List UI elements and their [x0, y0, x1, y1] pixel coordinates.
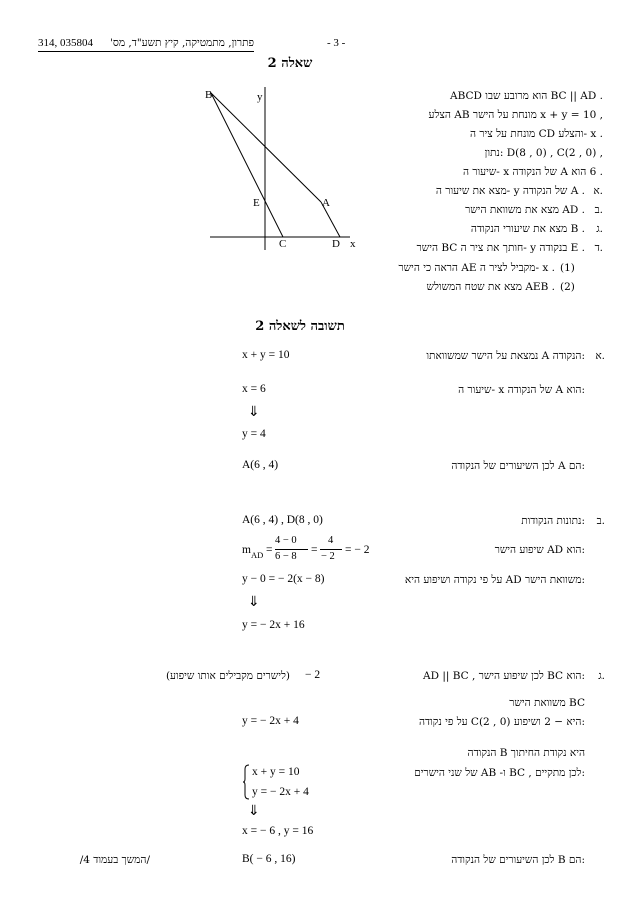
label-D: D	[332, 238, 340, 250]
system-eq-1: x + y = 10	[252, 766, 300, 778]
answer-a-arrow: ⇓	[248, 404, 260, 420]
question-item-d-text: . E בנקודה y -חותך את ציר ה BC הישר	[416, 242, 585, 254]
answer-a-math-4: A(6 , 4)	[242, 459, 279, 471]
question-item-d-label: .ד	[594, 242, 603, 254]
question-subitem-1-label: (1)	[560, 262, 575, 274]
question-line-3: . x -והצלע CD מונחת על ציר ה	[470, 128, 603, 140]
answer-b-text-2: :הוא AD שיפוע הישר	[494, 544, 585, 556]
answer-a-math-1: x + y = 10	[242, 349, 290, 361]
label-C: C	[279, 238, 287, 250]
frac2-bar	[320, 549, 342, 550]
geometry-figure	[195, 82, 365, 252]
label-A: A	[322, 197, 330, 209]
question-title: שאלה 2	[267, 56, 313, 71]
answer-c-label: .ג	[598, 670, 605, 682]
slope-sub: AD	[251, 550, 264, 560]
page-number: - 3 -	[327, 37, 346, 49]
answer-a-text-1: :הנקודה A נמצאת על הישר שמשוואתו	[426, 350, 585, 362]
question-item-a-label: .א	[593, 185, 603, 197]
label-x: x	[350, 238, 356, 250]
frac1-num: 4 − 0	[275, 535, 297, 546]
question-item-b-text: . AD מצא את משוואת הישר	[465, 204, 585, 216]
question-item-c-label: .ג	[596, 223, 603, 235]
answer-c-note-1: (לישרים מקבילים אותו שיפוע)	[165, 670, 290, 682]
answer-b-math-3: y − 0 = − 2(x − 8)	[242, 573, 325, 585]
segment-BC	[211, 93, 283, 237]
footer-continue: /המשך בעמוד 4/	[79, 854, 150, 866]
question-subitem-2-label: (2)	[560, 281, 575, 293]
label-y: y	[257, 91, 263, 103]
answer-c-text-2b: :היא − 2 ושיפוע C(2 , 0) על פי נקודה	[418, 716, 585, 728]
frac1-den: 6 − 8	[275, 551, 297, 562]
answer-b-arrow: ⇓	[248, 594, 260, 610]
question-subitem-1-text: . x -מקביל לציר ה AE הראה כי הישר	[398, 262, 555, 274]
answer-b-text-1: :נתונות הנקודות	[521, 515, 585, 527]
answer-b-math-1: A(6 , 4) , D(8 , 0)	[242, 514, 323, 526]
answer-a-label: .א	[595, 350, 605, 362]
header-course-info: פתרון, מתמטיקה, קיץ תשע"ד, מס'	[110, 37, 254, 49]
answer-c-text-3b: :לכן מתקיים , BC ו- AB של שני הישרים	[414, 767, 585, 779]
slope-result: = − 2	[345, 544, 370, 556]
answer-a-math-2: x = 6	[242, 383, 266, 395]
system-brace	[242, 764, 250, 800]
segment-AB	[211, 93, 321, 202]
slope-eq-1: =	[266, 544, 273, 556]
label-E: E	[253, 197, 260, 209]
header-underline	[38, 51, 254, 52]
answer-c-math-3: x = − 6 , y = 16	[242, 825, 314, 837]
answer-a-text-3: :הם A לכן השיעורים של הנקודה	[451, 460, 585, 472]
answer-c-math-1: − 2	[305, 669, 321, 681]
question-line-2: , x + y = 10 מונחת על הישר AB הצלע	[428, 109, 603, 121]
question-item-b-label: .ב	[594, 204, 603, 216]
frac1-bar	[275, 549, 308, 550]
label-B: B	[205, 89, 213, 101]
answer-c-text-3a: היא נקודת החיתוך B הנקודה	[467, 747, 585, 759]
answer-a-math-3: y = 4	[242, 428, 266, 440]
frac2-den: − 2	[321, 551, 335, 562]
answer-b-label: .ב	[596, 515, 605, 527]
answer-title: תשובה לשאלה 2	[255, 319, 345, 334]
answer-b-math-4: y = − 2x + 16	[242, 619, 305, 631]
answer-c-text-1: :הוא BC לכן שיפוע הישר , AD || BC	[422, 670, 585, 682]
slope-m: m	[242, 544, 251, 556]
answer-b-text-3: :משוואת הישר AD על פי נקודה ושיפוע היא	[404, 574, 585, 586]
question-line-5: . 6 הוא A של הנקודה x -שיעור ה	[462, 166, 603, 178]
question-item-a-text: . A של הנקודה y -מצא את שיעור ה	[435, 185, 585, 197]
frac2-num: 4	[328, 535, 334, 546]
question-line-1: . BC || AD הוא מרובע שבו ABCD	[450, 90, 603, 102]
answer-c-math-2: y = − 2x + 4	[242, 715, 299, 727]
question-line-4: , D(8 , 0) , C(2 , 0) :נתון	[484, 147, 603, 159]
question-item-c-text: . B מצא את שיעורי הנקודה	[470, 223, 585, 235]
slope-eq-2: =	[311, 544, 318, 556]
system-eq-2: y = − 2x + 4	[252, 786, 309, 798]
header-course-code: 314, 035804	[38, 37, 93, 49]
answer-c-math-4: B( − 6 , 16)	[242, 853, 296, 865]
answer-a-text-2: :הוא A של הנקודה x -שיעור ה	[458, 384, 585, 396]
question-subitem-2-text: . AEB מצא את שטח המשולש	[426, 281, 555, 293]
answer-c-text-4: :הם B לכן השיעורים של הנקודה	[451, 854, 585, 866]
answer-c-text-2a: BC משוואת הישר	[509, 697, 585, 709]
answer-c-arrow: ⇓	[248, 803, 260, 819]
